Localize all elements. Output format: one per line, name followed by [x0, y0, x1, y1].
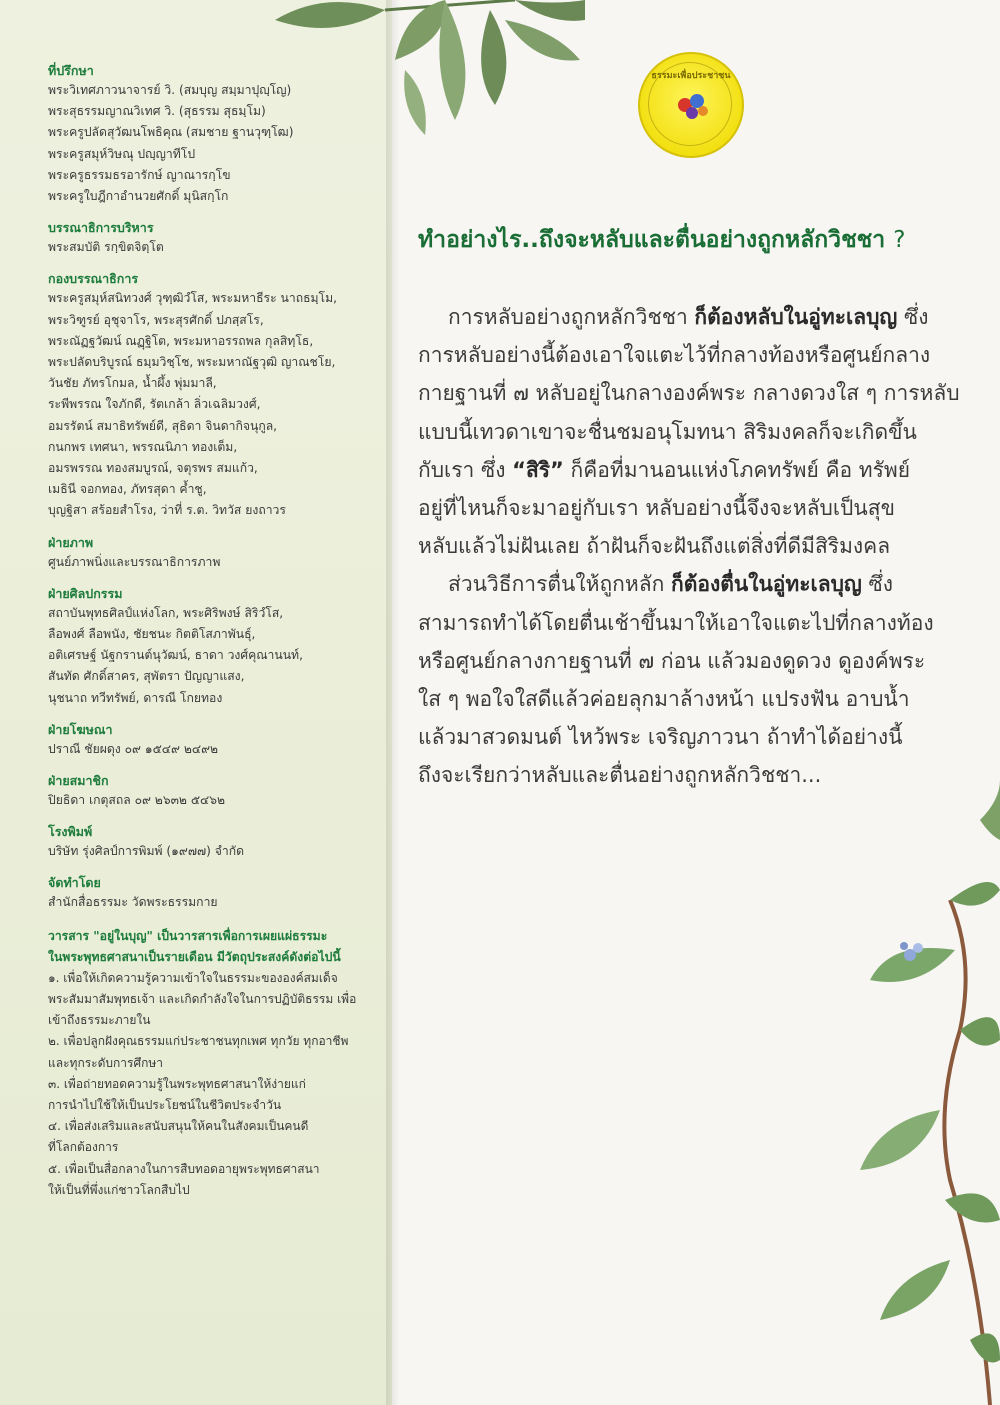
paragraph-2-line	[418, 565, 938, 603]
section-title: ฝ่ายโฆษณา	[48, 721, 113, 737]
section-title: บรรณาธิการบริหาร	[48, 220, 154, 236]
logo-text: ธรรมะเพื่อประชาชน	[651, 71, 731, 81]
credit-line: วันชัย ภัทรโกมล, น้ำผึ้ง พุ่มมาลี,	[48, 376, 217, 391]
emphasis-text: ก็ต้องตื่นในอู่ทะเลบุญ	[670, 572, 862, 597]
purpose-title: วารสาร "อยู่ในบุญ" เป็นวารสารเพื่อการเผยแผ่ธรรมะ	[48, 928, 328, 943]
paragraph-2-line: สามารถทำได้โดยตื่นเช้าขึ้นมาให้เอาใจแตะไปที่กลางท้อง	[418, 610, 934, 635]
logo-flower	[686, 107, 698, 119]
credit-line: ระพีพรรณ ใจภักดี, รัตเกล้า ลิ่วเฉลิมวงศ์,	[48, 397, 261, 412]
section-title: ฝ่ายภาพ	[48, 534, 94, 550]
credit-line: พระครูธรรมธรอารักษ์ ญาณารกฺโข	[48, 167, 231, 182]
credit-line: อติเศรษฐ์ นัฐกรานต์นุวัฒน์, ธาดา วงศ์คุณานนท์,	[48, 648, 303, 663]
emphasis-text: ก็ต้องหลับในอู่ทะเลบุญ	[694, 305, 898, 329]
credit-line: อมรพรรณ ทองสมบูรณ์, จตุรพร สมแก้ว,	[48, 461, 258, 476]
credits-column	[48, 62, 383, 1213]
paragraph-1-line: กายฐานที่ ๗ หลับอยู่ในกลางองค์พระ กลางดวงใส ๆ การหลับ	[418, 381, 960, 406]
purpose-line: ๔. เพื่อส่งเสริมและสนับสนุนให้คนในสังคมเป็นคนดี	[48, 1119, 309, 1134]
emphasis-text: “สิริ”	[512, 457, 564, 482]
purpose-line: ๒. เพื่อปลูกฝังคุณธรรมแก่ประชาชนทุกเพศ ทุกวัย ทุกอาชีพ	[48, 1034, 349, 1049]
purpose-line: ๑. เพื่อให้เกิดความรู้ความเข้าใจในธรรมะขององค์สมเด็จ	[48, 970, 338, 985]
article-title-mark: ?	[893, 227, 906, 253]
section-title: กองบรรณาธิการ	[48, 271, 139, 287]
text-run: ส่วนวิธีการตื่นให้ถูกหลัก	[448, 572, 671, 597]
purpose-line: เข้าถึงธรรมะภายใน	[48, 1013, 151, 1028]
credit-line: บุญฐิสา สร้อยสำโรง, ว่าที่ ร.ต. วิทวัส ยงถาวร	[48, 503, 286, 518]
section-title: โรงพิมพ์	[48, 824, 93, 840]
paragraph-1-line: การหลับอย่างนี้ต้องเอาใจแตะไว้ที่กลางท้องหรือศูนย์กลาง	[418, 343, 931, 368]
paragraph-1-line: หลับแล้วไม่ฝันเลย ถ้าฝันก็จะฝันถึงแต่สิ่งที่ดีมีสิริมงคล	[418, 534, 891, 559]
logo-flower	[698, 106, 708, 116]
article-title	[418, 222, 978, 258]
purpose-line: ที่โลกต้องการ	[48, 1140, 119, 1155]
credits-photography	[48, 534, 383, 573]
purpose-line: ๕. เพื่อเป็นสื่อกลางในการสืบทอดอายุพระพุทธศาสนา	[48, 1161, 320, 1176]
credits-publisher	[48, 874, 383, 913]
credits-printer	[48, 823, 383, 862]
credit-line: อมรรัตน์ สมาธิทรัพย์ดี, สุธิดา จินดากิจนุกูล,	[48, 418, 278, 433]
paragraph-1-line	[418, 298, 938, 336]
purpose-line: ให้เป็นที่พึ่งแก่ชาวโลกสืบไป	[48, 1182, 190, 1197]
text-run: ก็คือที่มานอนแห่งโภคทรัพย์ คือ ทรัพย์	[563, 457, 911, 482]
text-run: กับเรา ซึ่ง	[418, 457, 513, 482]
paragraph-2-line: แล้วมาสวดมนต์ ไหว้พระ เจริญภาวนา ถ้าทำได้อย่างนี้	[418, 725, 903, 750]
text-run: การหลับอย่างถูกหลักวิชชา	[448, 305, 695, 329]
credit-line: กนกพร เทศนา, พรรณนิภา ทองเต็ม,	[48, 439, 238, 454]
credit-line: นุชนาถ ทวีทรัพย์, ดารณี โกยทอง	[48, 690, 223, 705]
section-title: ที่ปรึกษา	[48, 63, 94, 78]
credit-line: พระครูสมุห์วิษณุ ปญฺญาทีโป	[48, 146, 196, 161]
journal-purpose	[48, 926, 383, 1201]
paragraph-1-line: แบบนี้เทวดาเขาจะชื่นชมอนุโมทนา สิริมงคลก็จะเกิดขึ้น	[418, 419, 917, 444]
credit-line: พระวิเทศภาวนาจารย์ วิ. (สมบุญ สมฺมาปุญฺโญ)	[48, 83, 292, 97]
text-run: ซึ่ง	[861, 572, 893, 597]
credit-line: พระครูสมุห์สนิทวงศ์ วุฑฺฒิวํโส, พระมหาธีระ นาถธมฺโม,	[48, 291, 338, 306]
purpose-line: พระสัมมาสัมพุทธเจ้า และเกิดกำลังใจในการปฏิบัติธรรม เพื่อ	[48, 991, 357, 1006]
article-body	[418, 298, 960, 795]
credit-line: สันทัด ศักดิ์สาคร, สุพัตรา ปัญญาแสง,	[48, 669, 245, 684]
credit-line: เมธินี จอกทอง, ภัทรสุดา ค้ำชู,	[48, 482, 207, 497]
credit-line: ลือพงศ์ ลือพนัง, ชัยชนะ กิตติโสภาพันธุ์,	[48, 627, 256, 642]
credits-membership	[48, 772, 383, 811]
paragraph-2-line: ใส ๆ พอใจใสดีแล้วค่อยลุกมาล้างหน้า แปรงฟัน อาบน้ำ	[418, 687, 910, 712]
text-run: ซึ่ง	[897, 305, 929, 329]
paragraph-1-line	[418, 451, 938, 489]
credit-line: ปราณี ชัยผดุง ๐๙ ๑๕๔๙ ๒๔๙๒	[48, 741, 219, 756]
credit-line: สถาบันพุทธศิลป์แห่งโลก, พระศิริพงษ์ สิริวํโส,	[48, 605, 284, 620]
credit-line: พระปลัดบริบูรณ์ ธมฺมวิชฺโช, พระมหาณัฐวุฒิ ญาณชโย,	[48, 355, 336, 370]
credit-line: ศูนย์ภาพนิ่งและบรรณาธิการภาพ	[48, 554, 221, 569]
decorative-plant-right	[840, 780, 1000, 1405]
credit-line: ปิยธิดา เกตุสถล ๐๙ ๒๖๓๒ ๕๔๖๒	[48, 793, 226, 808]
purpose-line: ๓. เพื่อถ่ายทอดความรู้ในพระพุทธศาสนาให้ง่ายแก่	[48, 1076, 306, 1091]
credit-line: พระณัฏฐวัฒน์ ณฏฺฐิโต, พระมหาอรรถพล กุลสิทฺโธ,	[48, 333, 314, 348]
section-title: ฝ่ายศิลปกรรม	[48, 585, 123, 601]
paragraph-2-line: ถึงจะเรียกว่าหลับและตื่นอย่างถูกหลักวิชชา...	[418, 763, 822, 788]
credits-art	[48, 585, 383, 709]
credit-line: พระสุธรรมญาณวิเทศ วิ. (สุธรรม สุธมฺโม)	[48, 104, 266, 119]
credit-line: สำนักสื่อธรรมะ วัดพระธรรมกาย	[48, 895, 218, 910]
article-title-text: ทำอย่างไร..ถึงจะหลับและตื่นอย่างถูกหลักวิชชา	[418, 227, 886, 253]
credit-line: พระวิฑูรย์ อุชุจาโร, พระสุรศักดิ์ ปภสฺสโร,	[48, 312, 264, 327]
credit-line: บริษัท รุ่งศิลป์การพิมพ์ (๑๙๗๗) จำกัด	[48, 844, 245, 859]
section-title: จัดทำโดย	[48, 875, 101, 891]
credit-line: พระครูปลัดสุวัฒนโพธิคุณ (สมชาย ฐานวุฑฺโฒ)	[48, 125, 294, 140]
credits-editorial-board	[48, 270, 383, 521]
purpose-line: การนำไปใช้ให้เป็นประโยชน์ในชีวิตประจำวัน	[48, 1097, 282, 1112]
credit-line: พระสมบัติ รกฺขิตจิตฺโต	[48, 240, 164, 255]
purpose-line: และทุกระดับการศึกษา	[48, 1055, 163, 1070]
credit-line: พระครูใบฎีกาอำนวยศักดิ์ มุนิสกฺโก	[48, 189, 229, 204]
paragraph-1-line: อยู่ที่ไหนก็จะมาอยู่กับเรา หลับอย่างนี้จึงจะหลับเป็นสุข	[418, 496, 895, 521]
column-logo	[638, 52, 744, 158]
credits-advisors	[48, 62, 383, 207]
paragraph-2-line: หรือศูนย์กลางกายฐานที่ ๗ ก่อน แล้วมองดูดวง ดูองค์พระ	[418, 648, 926, 673]
section-title: ฝ่ายสมาชิก	[48, 773, 109, 789]
credits-executive-editor	[48, 219, 383, 258]
credits-advertising	[48, 721, 383, 760]
purpose-title: ในพระพุทธศาสนาเป็นรายเดือน มีวัตถุประสงค์ดังต่อไปนี้	[48, 949, 341, 964]
page-fold-shadow	[386, 0, 400, 1405]
